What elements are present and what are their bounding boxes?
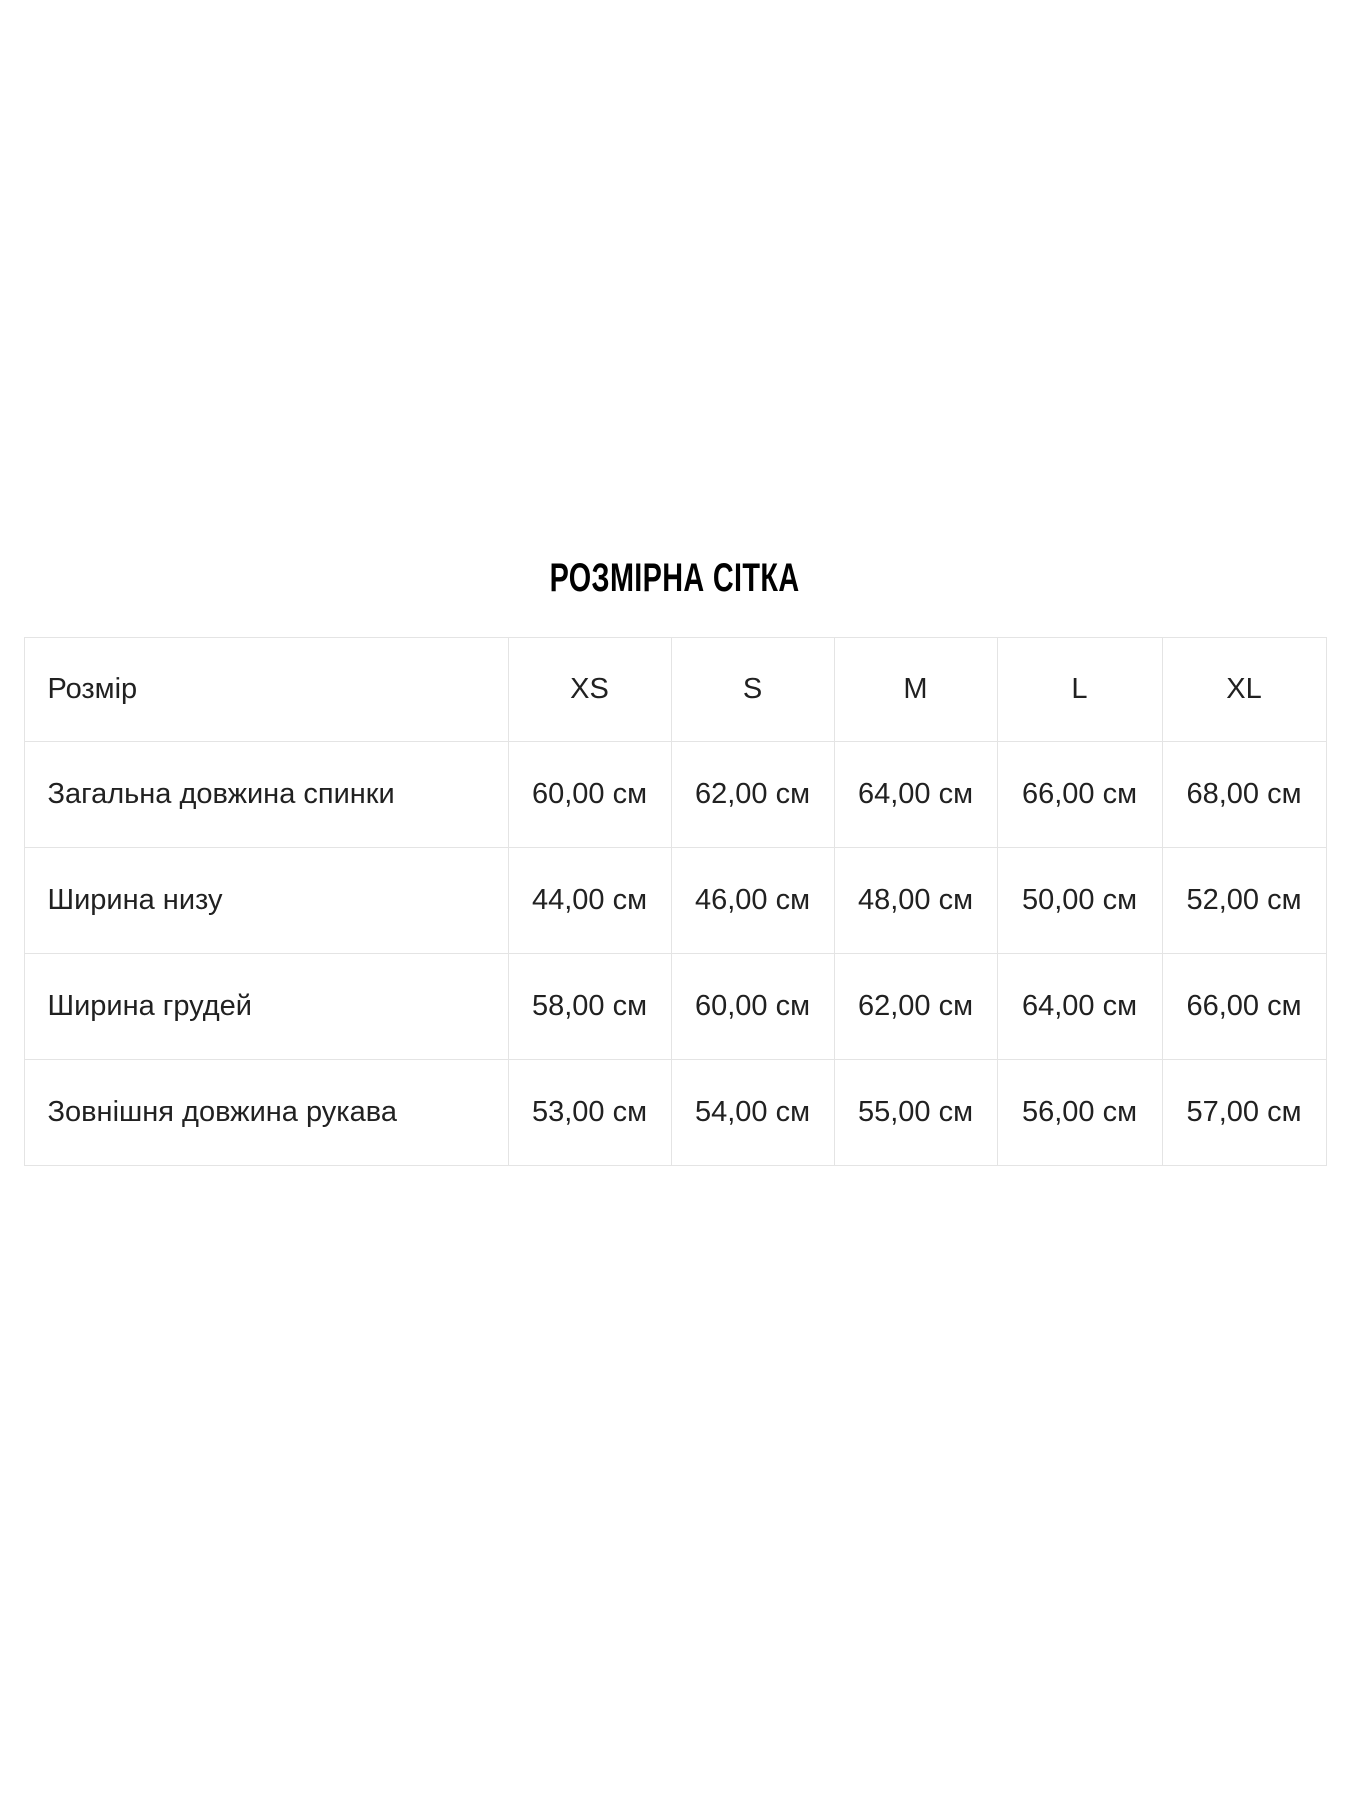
size-value: 54,00 см xyxy=(671,1060,834,1166)
title-container xyxy=(0,0,1350,600)
row-label: Зовнішня довжина рукава xyxy=(24,1060,508,1166)
table-row-back-length xyxy=(24,742,1326,848)
size-value: 48,00 см xyxy=(834,848,997,954)
column-header-xl: XL xyxy=(1162,638,1326,742)
table-row-chest-width xyxy=(24,954,1326,1060)
size-value: 66,00 см xyxy=(1162,954,1326,1060)
column-header-l: L xyxy=(997,638,1162,742)
size-value: 60,00 см xyxy=(508,742,671,848)
size-value: 55,00 см xyxy=(834,1060,997,1166)
page-title: РОЗМІРНА СІТКА xyxy=(550,556,800,600)
column-header-size: Розмір xyxy=(24,638,508,742)
table-row-sleeve-length xyxy=(24,1060,1326,1166)
size-value: 56,00 см xyxy=(997,1060,1162,1166)
size-value: 60,00 см xyxy=(671,954,834,1060)
size-value: 52,00 см xyxy=(1162,848,1326,954)
size-value: 46,00 см xyxy=(671,848,834,954)
row-label: Загальна довжина спинки xyxy=(24,742,508,848)
size-value: 68,00 см xyxy=(1162,742,1326,848)
row-label: Ширина грудей xyxy=(24,954,508,1060)
column-header-xs: XS xyxy=(508,638,671,742)
row-label: Ширина низу xyxy=(24,848,508,954)
column-header-m: M xyxy=(834,638,997,742)
size-value: 58,00 см xyxy=(508,954,671,1060)
size-value: 53,00 см xyxy=(508,1060,671,1166)
size-value: 62,00 см xyxy=(834,954,997,1060)
table-row-bottom-width xyxy=(24,848,1326,954)
column-header-s: S xyxy=(671,638,834,742)
size-chart-table xyxy=(24,637,1327,1166)
size-value: 44,00 см xyxy=(508,848,671,954)
size-value: 62,00 см xyxy=(671,742,834,848)
table-header-row xyxy=(24,638,1326,742)
size-value: 57,00 см xyxy=(1162,1060,1326,1166)
size-value: 64,00 см xyxy=(834,742,997,848)
size-value: 50,00 см xyxy=(997,848,1162,954)
size-value: 66,00 см xyxy=(997,742,1162,848)
size-value: 64,00 см xyxy=(997,954,1162,1060)
